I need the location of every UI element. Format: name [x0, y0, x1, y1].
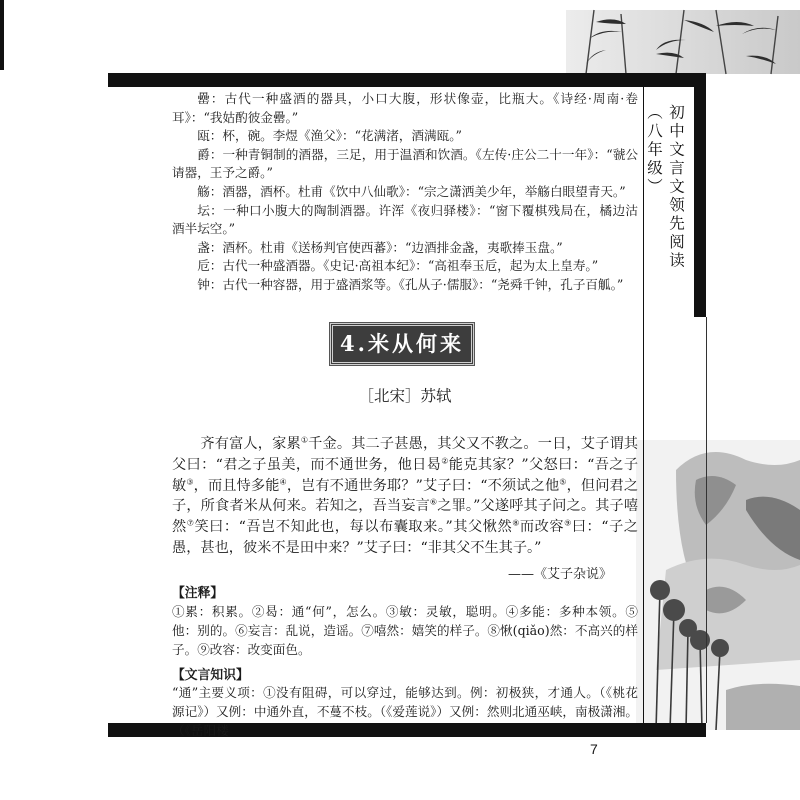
- note-marker: ②: [441, 456, 449, 466]
- frame-top-bar: [108, 73, 706, 87]
- gloss-entry: 坛：一种口小腹大的陶制酒器。许浑《夜归驿楼》：“窗下覆棋残局在，橘边沽酒半坛空。”: [172, 202, 638, 237]
- note-marker: ③: [186, 476, 194, 486]
- gloss-entry: 卮：古代一种盛酒器。《史记·高祖本纪》：“高祖奉玉卮，起为太上皇寿。”: [197, 258, 599, 274]
- gloss-entry: 盏：酒杯。杜甫《送杨判官使西蕃》：“边酒排金盏，夷歌捧玉盘。”: [197, 239, 563, 255]
- note-marker: ⑤: [559, 476, 567, 486]
- gloss-entry: 觞：酒器，酒杯。杜甫《饮中八仙歌》：“宗之潇洒美少年，举觞白眼望青天。”: [197, 183, 626, 199]
- page-number: 7: [590, 741, 598, 757]
- knowledge-section: [172, 684, 638, 738]
- note-marker: ⑥: [429, 497, 438, 507]
- note-marker: ⑦: [186, 518, 195, 528]
- frame-bottom-stub: [0, 0, 4, 70]
- vessel-glossary: [172, 90, 638, 295]
- story-text: [172, 434, 638, 559]
- author-line: ［北宋］苏轼: [358, 387, 452, 405]
- frame-right-bar: [694, 73, 706, 317]
- note-marker: ⑧: [512, 518, 520, 528]
- gloss-entry: 钟：古代一种容器，用于盛酒浆等。《孔从子·儒服》：“尧舜千钟，孔子百觚。”: [197, 276, 624, 292]
- landscape-painting-illustration: [636, 440, 800, 730]
- story-paragraph: 齐有富人，家累①千金。其二子甚愚，其父又不教之。一日，艾子谓其父曰：“君之子虽美，而不通世务，他日曷②能克其家？”父怒曰：“吾之子敏③，而且恃多能④，岂有不通世务耶？”艾子曰：“不须试之他⑤，但问君之子，所食者米从何来。若知之，吾当妄言⑥之罪。”父遂呼其子问之。其子嘻然⑦笑曰：“吾岂不知此也，每以布囊取来。”其父愀然⑧而改容⑨曰：“子之愚，甚也，彼米不是田中来？”艾子曰：“非其父不生其子。”: [172, 435, 639, 556]
- note-marker: ⑨: [564, 518, 572, 528]
- gloss-entry: 爵：一种青铜制的酒器，三足，用于温酒和饮酒。《左传·庄公二十一年》：“虢公请器，王予之爵。”: [172, 146, 638, 181]
- knowledge-heading: 【文言知识】: [172, 668, 249, 683]
- gloss-entry: 瓯：杯，碗。李煜《渔父》：“花满渚，酒满瓯。”: [197, 128, 462, 144]
- source-citation: ——《艾子杂说》: [507, 567, 612, 582]
- book-side-title: 初中文言文领先阅读（八年级）: [645, 104, 685, 271]
- bamboo-painting-illustration: [566, 10, 800, 74]
- frame-right-line: [706, 317, 707, 723]
- note-marker: ①: [300, 435, 309, 445]
- notes-section: [172, 603, 638, 659]
- gloss-entry: 罍：古代一种盛酒的器具，小口大腹，形状像壶，比瓶大。《诗经·周南·卷耳》：“我姑酌彼金罍。”: [172, 91, 638, 125]
- note-marker: ④: [279, 476, 287, 486]
- notes-text: ①累：积累。②曷：通“何”，怎么。③敏：灵敏，聪明。④多能：多种本领。⑤他：别的。⑥妄言：乱说，造谣。⑦嘻然：嬉笑的样子。⑧愀(qiǎo)然：不高兴的样子。⑨改容：改变面色。: [172, 604, 638, 657]
- knowledge-text: “通”主要义项：①没有阻碍，可以穿过，能够达到。例：初极狭，才通人。（《桃花源记》）又例：中通外直，不蔓不枝。（《爱莲说》）又例：然则北通巫峡，南极潇湘。（《岳阳楼: [172, 685, 638, 738]
- chapter-title: 4.米从何来: [330, 323, 474, 365]
- notes-heading: 【注释】: [172, 586, 224, 601]
